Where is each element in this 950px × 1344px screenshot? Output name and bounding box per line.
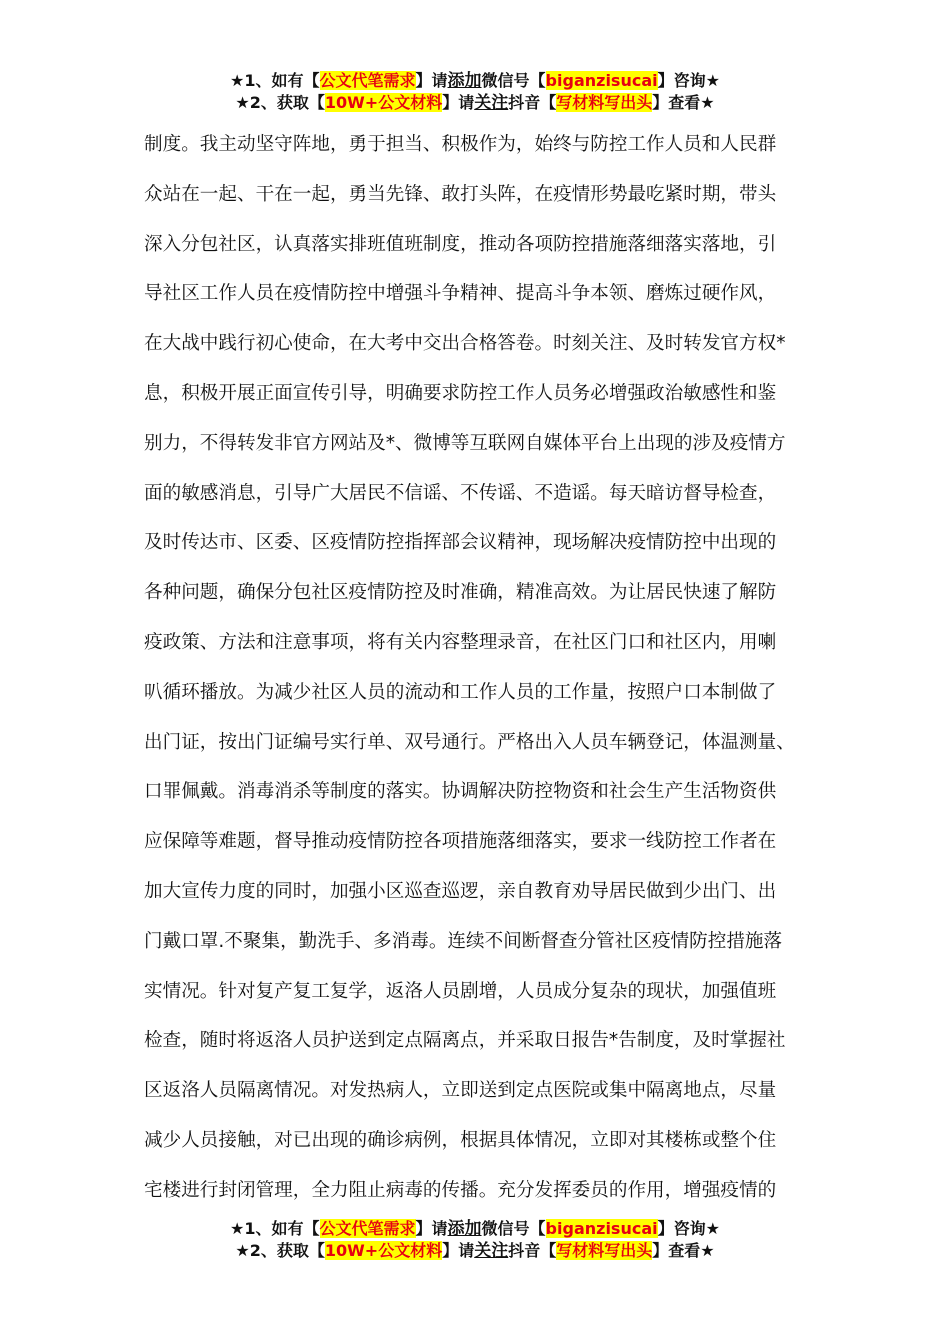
promo-underline: 关注 <box>474 93 509 113</box>
promo-text: 】请 <box>415 1219 448 1238</box>
body-line: 口罪佩戴。消毒消杀等制度的落实。协调解决防控物资和社会生产生活物资供 <box>144 781 777 803</box>
body-line: 及时传达市、区委、区疫情防控指挥部会议精神，现场解决疫情防控中出现的 <box>144 532 777 554</box>
promo-text: 抖音【 <box>508 93 557 112</box>
promo-highlight: 公文代笔需求 <box>319 1219 416 1238</box>
body-line: 导社区工作人员在疫情防控中增强斗争精神、提高斗争本领、磨炼过硬作风， <box>144 283 777 305</box>
promo-text: 】请 <box>415 71 448 90</box>
body-line: 出门证，按出门证编号实行单、双号通行。严格出入人员车辆登记，体温测量、 <box>144 731 795 753</box>
promo-text: 】请 <box>442 93 475 112</box>
body-line: 检查，随时将返洛人员护送到定点隔离点，并采取日报告*告制度，及时掌握社 <box>144 1030 786 1052</box>
promo-highlight: 10W+公文材料 <box>324 93 443 112</box>
body-line: 叭循环播放。为减少社区人员的流动和工作人员的工作量，按照户口本制做了 <box>144 681 777 703</box>
promo-highlight: 10W+公文材料 <box>324 1241 443 1260</box>
body-line: 疫政策、方法和注意事项，将有关内容整理录音，在社区门口和社区内，用喇 <box>144 631 777 653</box>
promo-underline: 添加 <box>447 1219 482 1239</box>
body-line: 减少人员接触，对已出现的确诊病例，根据具体情况，立即对其楼栋或整个住 <box>144 1129 777 1151</box>
promo-text: 抖音【 <box>508 1241 557 1260</box>
promo-wechat-id: biganzisucai <box>545 71 658 90</box>
body-line: 门戴口罩.不聚集，勤洗手、多消毒。连续不间断督查分管社区疫情防控措施落 <box>144 930 783 952</box>
body-line: 加大宣传力度的同时，加强小区巡查巡逻，亲自教育劝导居民做到少出门、出 <box>144 880 777 902</box>
promo-text: 微信号【 <box>481 71 546 90</box>
body-line: 众站在一起、干在一起，勇当先锋、敢打头阵，在疫情形势最吃紧时期，带头 <box>144 183 777 205</box>
body-line: 区返洛人员隔离情况。对发热病人，立即送到定点医院或集中隔离地点，尽量 <box>144 1080 777 1102</box>
body-line: 宅楼进行封闭管理，全力阻止病毒的传播。充分发挥委员的作用，增强疫情的 <box>144 1179 777 1201</box>
body-line: 实情况。针对复产复工复学，返洛人员剧增，人员成分复杂的现状，加强值班 <box>144 980 777 1002</box>
promo-line-1 <box>0 1218 950 1240</box>
promo-wechat-id: biganzisucai <box>545 1219 658 1238</box>
promo-text: ★1、如有【 <box>230 71 320 90</box>
promo-line-2 <box>0 1240 950 1262</box>
body-line: 别力，不得转发非官方网站及*、微博等互联网自媒体平台上出现的涉及疫情方 <box>144 432 786 454</box>
body-line: 在大战中践行初心使命，在大考中交出合格答卷。时刻关注、及时转发官方权* <box>144 333 786 355</box>
promo-text: 】咨询★ <box>657 1219 720 1238</box>
body-line: 面的敏感消息，引导广大居民不信谣、不传谣、不造谣。每天暗访督导检查， <box>144 482 777 504</box>
promo-text: 微信号【 <box>481 1219 546 1238</box>
body-line: 制度。我主动坚守阵地，勇于担当、积极作为，始终与防控工作人员和人民群 <box>144 134 777 155</box>
promo-text: ★1、如有【 <box>230 1219 320 1238</box>
promo-text: 】咨询★ <box>657 71 720 90</box>
promo-text: ★2、获取【 <box>235 93 325 112</box>
body-line: 各种问题，确保分包社区疫情防控及时准确，精准高效。为让居民快速了解防 <box>144 582 777 604</box>
promo-douyin-name: 写材料写出头 <box>556 93 653 112</box>
promo-underline: 关注 <box>474 1241 509 1261</box>
promo-line-2 <box>0 92 950 114</box>
promo-line-1 <box>0 70 950 92</box>
document-body <box>144 126 810 1222</box>
promo-text: ★2、获取【 <box>235 1241 325 1260</box>
promo-text: 】请 <box>442 1241 475 1260</box>
promo-douyin-name: 写材料写出头 <box>556 1241 653 1260</box>
body-line: 深入分包社区，认真落实排班值班制度，推动各项防控措施落细落实落地，引 <box>144 233 777 255</box>
promo-highlight: 公文代笔需求 <box>319 71 416 90</box>
body-line: 应保障等难题，督导推动疫情防控各项措施落细落实，要求一线防控工作者在 <box>144 831 777 853</box>
promo-text: 】查看★ <box>652 93 715 112</box>
promo-underline: 添加 <box>447 71 482 91</box>
header-promo-banner <box>0 70 950 114</box>
promo-text: 】查看★ <box>652 1241 715 1260</box>
body-line: 息，积极开展正面宣传引导，明确要求防控工作人员务必增强政治敏感性和鉴 <box>144 382 777 404</box>
footer-promo-banner <box>0 1218 950 1262</box>
